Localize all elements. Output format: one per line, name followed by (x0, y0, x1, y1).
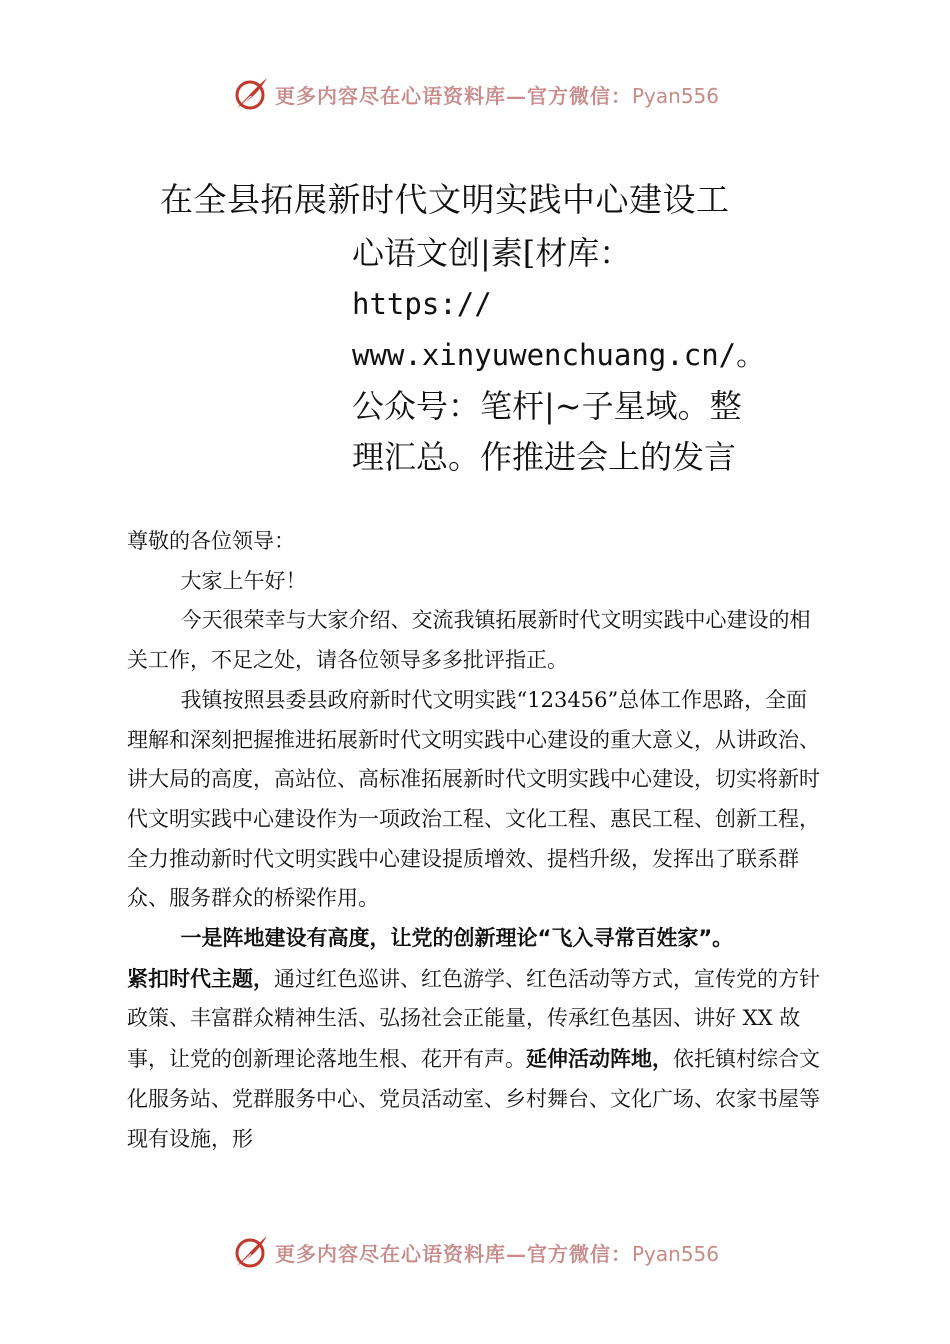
section-heading-text: 一是阵地建设有高度，让党的创新理论“飞入寻常百姓家”。 (180, 926, 734, 951)
section-1-heading (127, 919, 827, 959)
banner-text: 更多内容尽在心语资料库—官方微信：Pyan556 (274, 1241, 719, 1266)
footer-banner (0, 1230, 950, 1274)
title-line-3: https:// (352, 287, 492, 321)
wechat-id: Pyan556 (631, 1241, 719, 1266)
document-title: 在全县拓展新时代文明实践中心建设工 (160, 180, 730, 219)
keyword-venue: 延伸活动阵地， (526, 1046, 673, 1072)
section-1-text-b: 依托镇村综合文化服务站、党群服务中心、党员活动室、乡村舞台、文化广场、农家书屋等现有设施，形 (127, 1047, 820, 1151)
greeting: 大家上午好！ (180, 568, 307, 593)
keyword-theme: 紧扣时代主题， (127, 965, 274, 991)
title-continuation (352, 228, 792, 483)
quill-logo-icon (231, 74, 271, 114)
quill-logo-icon (231, 1232, 271, 1272)
title-line-6: 理汇总。作推进会上的发言 (352, 438, 737, 476)
salutation: 尊敬的各位领导： (127, 529, 295, 553)
banner-text: 更多内容尽在心语资料库—官方微信：Pyan556 (274, 83, 719, 108)
title-line-5: 公众号：笔杆|~子星域。整 (352, 387, 742, 425)
title-line-2: 心语文创|素[材库： (352, 234, 632, 272)
paragraph-overview: 我镇按照县委县政府新时代文明实践“123456”总体工作思路，全面理解和深刻把握推进拓展新时代文明实践中心建设的重大意义，从讲政治、讲大局的高度，高站位、高标准拓展新时代文明实践中心建设，切实将新时代文明实践中心建设作为一项政治工程、文化工程、惠民工程、创新工程，全力推动新时代文明实践中心建设提质增效、提档升级，发挥出了联系群众、服务群众的桥梁作用。 (127, 687, 820, 911)
header-banner (0, 72, 950, 116)
paragraph-intro: 今天很荣幸与大家介绍、交流我镇拓展新时代文明实践中心建设的相关工作，不足之处，请各位领导多多批评指正。 (127, 608, 811, 673)
wechat-id: Pyan556 (631, 83, 719, 108)
section-1-text-a: 通过红色巡讲、红色游学、红色活动等方式，宣传党的方针政策、丰富群众精神生活、弘扬社会正能量，传承红色基因、讲好 XX 故事，让党的创新理论落地生根、花开有声。 (127, 966, 820, 1072)
document-body (127, 522, 827, 1159)
section-1-paragraph (127, 959, 827, 1160)
title-line-4: www.xinyuwenchuang.cn/。 (352, 338, 766, 372)
